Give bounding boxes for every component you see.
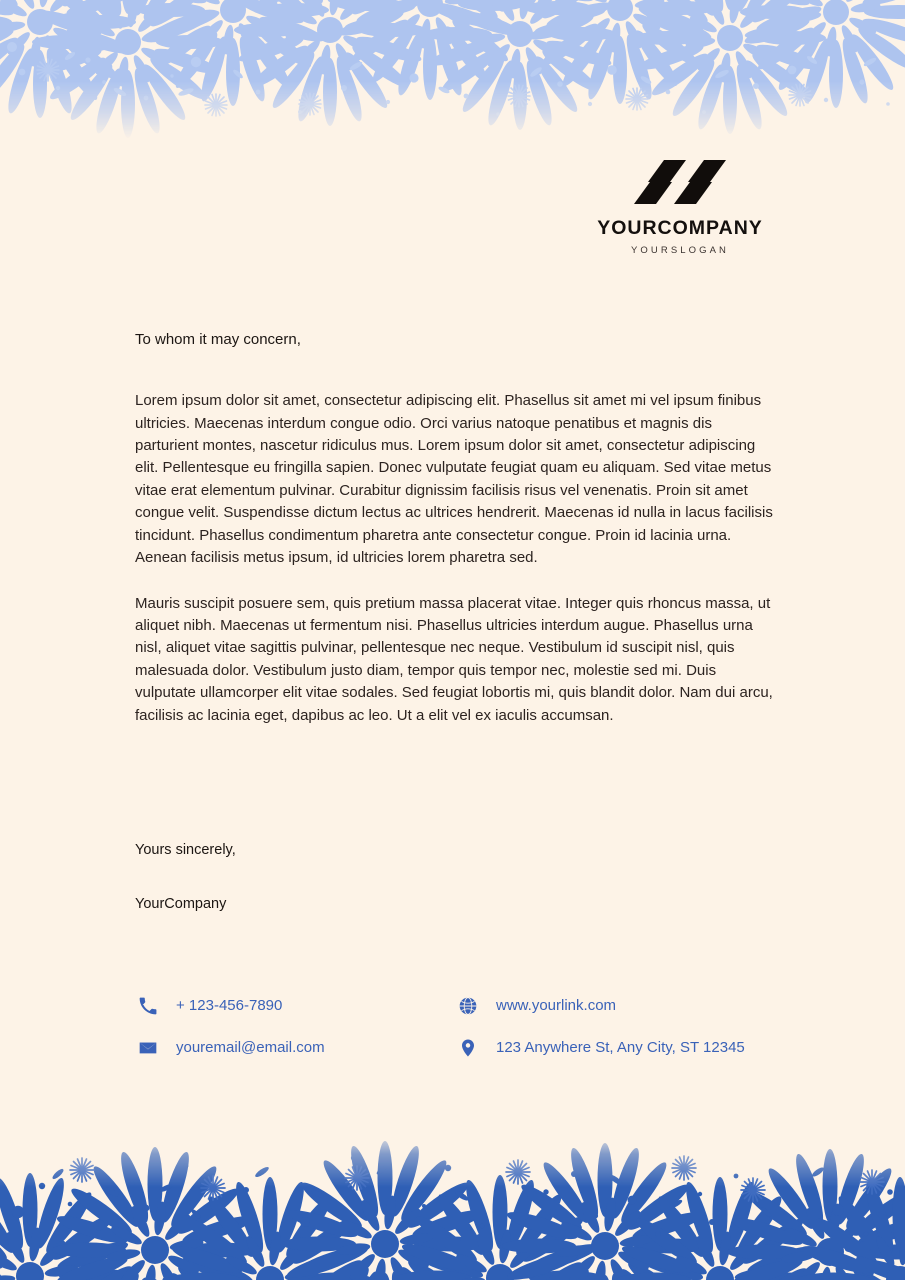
envelope-icon [135,1038,161,1058]
top-decorative-border [0,0,905,140]
location-pin-icon [455,1038,481,1058]
contact-row-phone[interactable] [135,985,325,1027]
phone-icon [135,996,161,1016]
letter-paragraph: Mauris suscipit posuere sem, quis pretium massa placerat vitae. Integer quis rhoncus massa, ut aliquet nibh. Maecenas ut fermentum nisi. Phasellus ultricies interdum augue. Phasellus urna nisl, aliquet vitae sagittis pulvinar, pellentesque nec neque. Vestibulum id suscipit nisl, quis malesuada dolor. Vestibulum justo diam, tempor quis tempor nec, molestie sed mi. Duis vulputate ullamcorper elit vitae sodales. Sed feugiat lobortis mi, quis blandit dolor. Nam dui arcu, facilisis ac lacinia eget, dapibus ac leo. Ut a elit vel ex iaculis accumsan. [135,594,773,724]
bottom-decorative-border [0,1130,905,1280]
logo-mark-icon [634,158,726,206]
contact-row-email[interactable] [135,1027,325,1069]
contact-email-text: youremail@email.com [176,1039,325,1056]
letter-signoff [135,841,635,914]
letter-closing: Yours sincerely, [135,842,236,858]
letter-salutation: To whom it may concern, [135,331,301,348]
logo-company-name: YOURCOMPANY [597,217,763,239]
contact-row-website[interactable] [455,985,745,1027]
contact-address-text: 123 Anywhere St, Any City, ST 12345 [496,1039,745,1056]
company-logo [565,158,795,256]
letter-paragraph: Lorem ipsum dolor sit amet, consectetur adipiscing elit. Phasellus sit amet mi vel ipsum finibus ultricies. Maecenas interdum congue odio. Orci varius natoque penatibus et magnis dis parturient montes, nascetur ridiculus mus. Lorem ipsum dolor sit amet, consectetur adipiscing elit. Pellentesque eu fringilla sapien. Donec vulputate feugiat quam eu aliquam. Sed vitae metus vitae erat elementum pulvinar. Curabitur dignissim facilisis risus vel venenatis. Proin sit amet congue velit. Suspendisse dictum lectus ac ultrices hendrerit. Maecenas id nulla in lacus facilisis tincidunt. Phasellus condimentum pharetra ante consectetur congue. Proin id lacinia urna. Aenean facilisis metus ipsum, id ultricies lorem pharetra sed. [135,392,773,567]
footer-column-right [455,985,745,1069]
contact-website-text: www.yourlink.com [496,997,617,1014]
contact-row-address[interactable] [455,1027,745,1069]
letter-signature-company: YourCompany [135,895,227,912]
globe-icon [455,996,481,1016]
letter-body [135,330,775,727]
footer-column-left [135,985,325,1069]
logo-slogan: YOURSLOGAN [630,245,730,257]
contact-phone-text: + 123-456-7890 [176,997,283,1014]
